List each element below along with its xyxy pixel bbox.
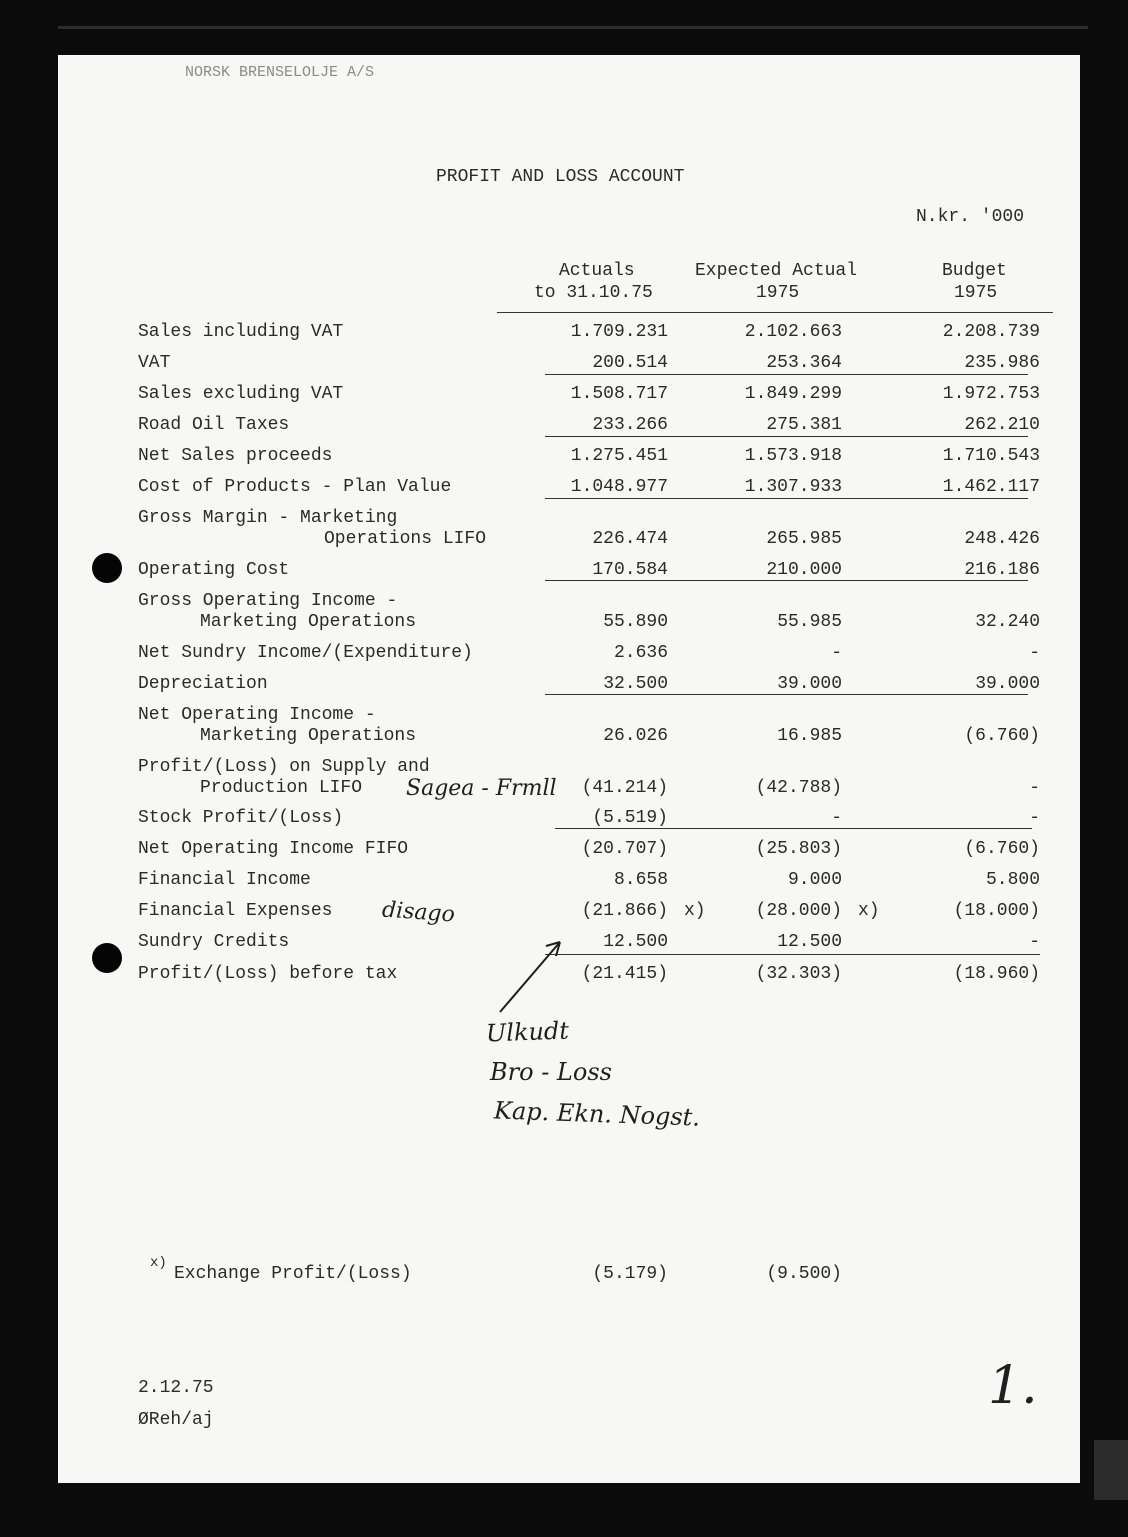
cell-budget: - bbox=[1029, 932, 1040, 952]
row-label: Gross Margin - Marketing bbox=[138, 508, 398, 528]
cell-actuals: 170.584 bbox=[592, 560, 668, 580]
row-label: Financial Expenses bbox=[138, 901, 333, 921]
cell-actuals: 226.474 bbox=[592, 529, 668, 549]
cell-expected: - bbox=[831, 808, 842, 828]
cell-budget: 235.986 bbox=[964, 353, 1040, 373]
row-label: Depreciation bbox=[138, 674, 268, 694]
row-label: Gross Operating Income - bbox=[138, 591, 398, 611]
cell-expected: 9.000 bbox=[787, 870, 842, 890]
cell-actuals: 12.500 bbox=[603, 932, 668, 952]
row-label: Road Oil Taxes bbox=[138, 415, 290, 435]
cell-expected: (25.803) bbox=[755, 839, 842, 859]
row-label: Financial Income bbox=[138, 870, 311, 890]
footnote-marker: x) bbox=[150, 1255, 167, 1271]
cell-actuals: 1.508.717 bbox=[570, 384, 668, 404]
cell-budget: 1.972.753 bbox=[942, 384, 1040, 404]
handwritten-note-line1: Ulkudt bbox=[485, 1016, 570, 1048]
scan-corner-edge bbox=[1094, 1440, 1128, 1500]
cell-actuals: (20.707) bbox=[581, 839, 668, 859]
cell-actuals: 1.048.977 bbox=[570, 477, 668, 497]
rule-cost bbox=[545, 498, 1028, 499]
cell-actuals: 233.266 bbox=[592, 415, 668, 435]
punch-hole-1 bbox=[92, 553, 122, 583]
row-label: Operating Cost bbox=[138, 560, 290, 580]
cell-budget: 32.240 bbox=[975, 612, 1040, 632]
cell-budget: 5.800 bbox=[985, 870, 1040, 890]
cell-expected: 55.985 bbox=[777, 612, 842, 632]
cell-actuals: 2.636 bbox=[613, 643, 668, 663]
cell-budget: 39.000 bbox=[975, 674, 1040, 694]
document-reference: ØReh/aj bbox=[138, 1410, 214, 1430]
cell-actuals: (21.866) bbox=[581, 901, 668, 921]
col-budget-sub: 1975 bbox=[954, 283, 998, 303]
scan-top-edge bbox=[58, 26, 1088, 29]
row-label: Net Sundry Income/(Expenditure) bbox=[138, 643, 473, 663]
cell-expected: 275.381 bbox=[766, 415, 842, 435]
row-label: Sundry Credits bbox=[138, 932, 290, 952]
letterhead: NORSK BRENSELOLJE A/S bbox=[185, 64, 375, 81]
row-label: VAT bbox=[138, 353, 171, 373]
cell-budget: - bbox=[1029, 808, 1040, 828]
cell-expected: 1.849.299 bbox=[744, 384, 842, 404]
cell-expected: (28.000) bbox=[755, 901, 842, 921]
handwritten-arrow bbox=[490, 930, 580, 1020]
cell-budget: 1.710.543 bbox=[942, 446, 1040, 466]
cell-budget: 262.210 bbox=[964, 415, 1040, 435]
footnote-actuals: (5.179) bbox=[592, 1264, 668, 1284]
cell-budget: (6.760) bbox=[964, 839, 1040, 859]
col-actuals-head: Actuals bbox=[559, 261, 635, 281]
cell-budget: (18.960) bbox=[953, 964, 1040, 984]
cell-budget: 1.462.117 bbox=[942, 477, 1040, 497]
handwritten-expenses-note: disago bbox=[381, 897, 456, 928]
cell-budget: (18.000) bbox=[953, 901, 1040, 921]
row-label: Profit/(Loss) before tax bbox=[138, 964, 398, 984]
rule-stock bbox=[555, 828, 1032, 829]
cell-budget: - bbox=[1029, 643, 1040, 663]
cell-expected: (32.303) bbox=[755, 964, 842, 984]
cell-actuals: 32.500 bbox=[603, 674, 668, 694]
cell-expected: 210.000 bbox=[766, 560, 842, 580]
units-label: N.kr. '000 bbox=[916, 207, 1025, 227]
cell-actuals: 1.275.451 bbox=[570, 446, 668, 466]
col-budget-head: Budget bbox=[942, 261, 1007, 281]
row-label: Sales including VAT bbox=[138, 322, 344, 342]
cell-actuals: 1.709.231 bbox=[570, 322, 668, 342]
row-label-continued: Operations LIFO bbox=[324, 529, 487, 549]
page-title: PROFIT AND LOSS ACCOUNT bbox=[436, 167, 685, 187]
cell-actuals: 200.514 bbox=[592, 353, 668, 373]
cell-budget: - bbox=[1029, 778, 1040, 798]
cell-actuals: (5.519) bbox=[592, 808, 668, 828]
cell-expected: (42.788) bbox=[755, 778, 842, 798]
cell-actuals: (21.415) bbox=[581, 964, 668, 984]
col-expected-sub: 1975 bbox=[756, 283, 800, 303]
cell-expected: 1.573.918 bbox=[744, 446, 842, 466]
header-rule bbox=[497, 312, 1053, 313]
document-date: 2.12.75 bbox=[138, 1378, 214, 1398]
handwritten-supply-note: Sagea - Frmll bbox=[406, 776, 557, 801]
row-label: Stock Profit/(Loss) bbox=[138, 808, 344, 828]
row-label: Cost of Products - Plan Value bbox=[138, 477, 452, 497]
cell-expected: 16.985 bbox=[777, 726, 842, 746]
row-label: Net Operating Income - bbox=[138, 705, 376, 725]
row-label-continued: Marketing Operations bbox=[200, 612, 417, 632]
cell-expected: 265.985 bbox=[766, 529, 842, 549]
cell-expected: 12.500 bbox=[777, 932, 842, 952]
col-expected-head: Expected Actual bbox=[695, 261, 858, 281]
cell-budget: 248.426 bbox=[964, 529, 1040, 549]
cell-actuals: 55.890 bbox=[603, 612, 668, 632]
cell-budget: 2.208.739 bbox=[942, 322, 1040, 342]
handwritten-note-line2: Bro - Loss bbox=[490, 1058, 612, 1086]
cell-actuals: 8.658 bbox=[613, 870, 668, 890]
cell-budget: 216.186 bbox=[964, 560, 1040, 580]
punch-hole-2 bbox=[92, 943, 122, 973]
cell-expected: 253.364 bbox=[766, 353, 842, 373]
cell-expected: - bbox=[831, 643, 842, 663]
rule-sundry bbox=[545, 954, 1040, 955]
footnote-expected: (9.500) bbox=[766, 1264, 842, 1284]
cell-expected: 1.307.933 bbox=[744, 477, 842, 497]
handwritten-page-number: 1. bbox=[988, 1356, 1038, 1416]
cell-expected-mark: x) bbox=[858, 901, 880, 921]
cell-expected: 39.000 bbox=[777, 674, 842, 694]
footnote-label: Exchange Profit/(Loss) bbox=[174, 1264, 412, 1284]
col-actuals-sub: to 31.10.75 bbox=[534, 283, 653, 303]
cell-actuals: 26.026 bbox=[603, 726, 668, 746]
row-label-continued: Marketing Operations bbox=[200, 726, 417, 746]
row-label: Profit/(Loss) on Supply and bbox=[138, 757, 430, 777]
row-label: Net Operating Income FIFO bbox=[138, 839, 409, 859]
handwritten-note-line3: Kap. Ekn. Nogst. bbox=[493, 1096, 701, 1132]
cell-actuals: (41.214) bbox=[581, 778, 668, 798]
row-label: Net Sales proceeds bbox=[138, 446, 333, 466]
rule-vat bbox=[545, 374, 1028, 375]
row-label-continued: Production LIFO bbox=[200, 778, 363, 798]
cell-budget: (6.760) bbox=[964, 726, 1040, 746]
rule-road-tax bbox=[545, 436, 1028, 437]
row-label: Sales excluding VAT bbox=[138, 384, 344, 404]
cell-actuals-mark: x) bbox=[684, 901, 706, 921]
rule-depreciation bbox=[545, 694, 1028, 695]
rule-operating-cost bbox=[545, 580, 1028, 581]
cell-expected: 2.102.663 bbox=[744, 322, 842, 342]
